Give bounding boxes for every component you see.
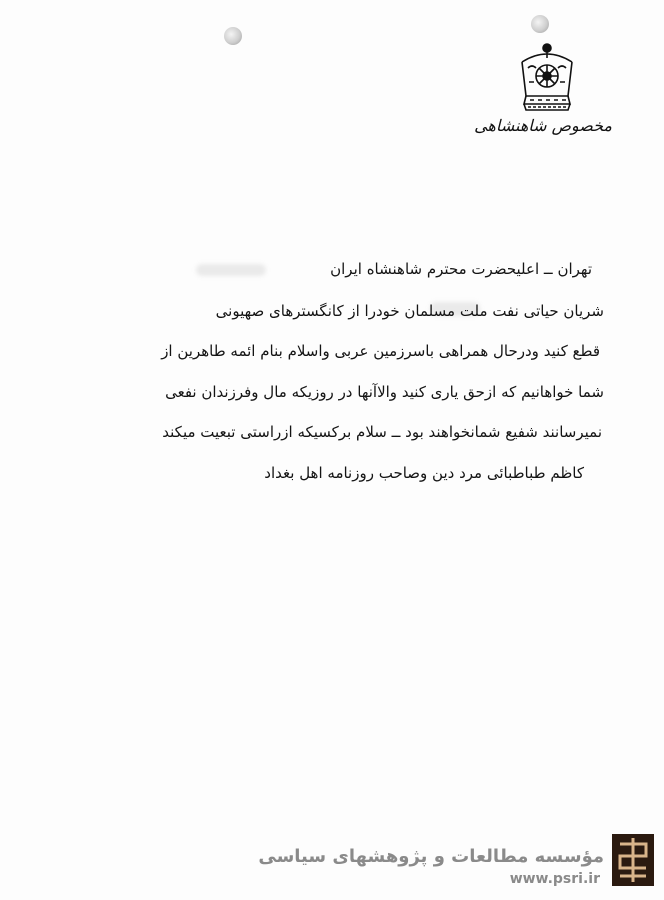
punch-hole-right (531, 15, 549, 33)
telegram-address-line: تهران ــ اعلیحضرت محترم شاهنشاه ایران (330, 260, 592, 278)
telegram-text-line: شما خواهانیم که ازحق یاری کنید والاآنها در روزیکه مال وفرزندان نفعی (165, 383, 604, 401)
telegram-text-line: قطع کنید ودرحال همراهی باسرزمین عربی واسلام بنام ائمه طاهرین از (161, 342, 600, 360)
institute-logo-icon (612, 834, 654, 886)
telegram-signature-line: کاظم طباطبائی مرد دین وصاحب روزنامه اهل بغداد (264, 464, 584, 482)
institute-url[interactable]: www.psri.ir (509, 871, 600, 887)
punch-hole-left (224, 27, 242, 45)
header-label: مخصوص شاهنشاهی (474, 116, 612, 135)
telegram-text-line: شریان حیاتی نفت ملت مسلمان خودرا از کانگسترهای صهیونی (215, 302, 604, 320)
scan-smudge (196, 264, 266, 276)
institute-name: مؤسسه مطالعات و پژوهشهای سیاسی (258, 846, 604, 867)
crown-emblem-icon (512, 38, 582, 118)
telegram-text-line: نمیرسانند شفیع شمانخواهند بود ــ سلام برکسیکه ازراستی تبعیت میکند (162, 423, 602, 441)
